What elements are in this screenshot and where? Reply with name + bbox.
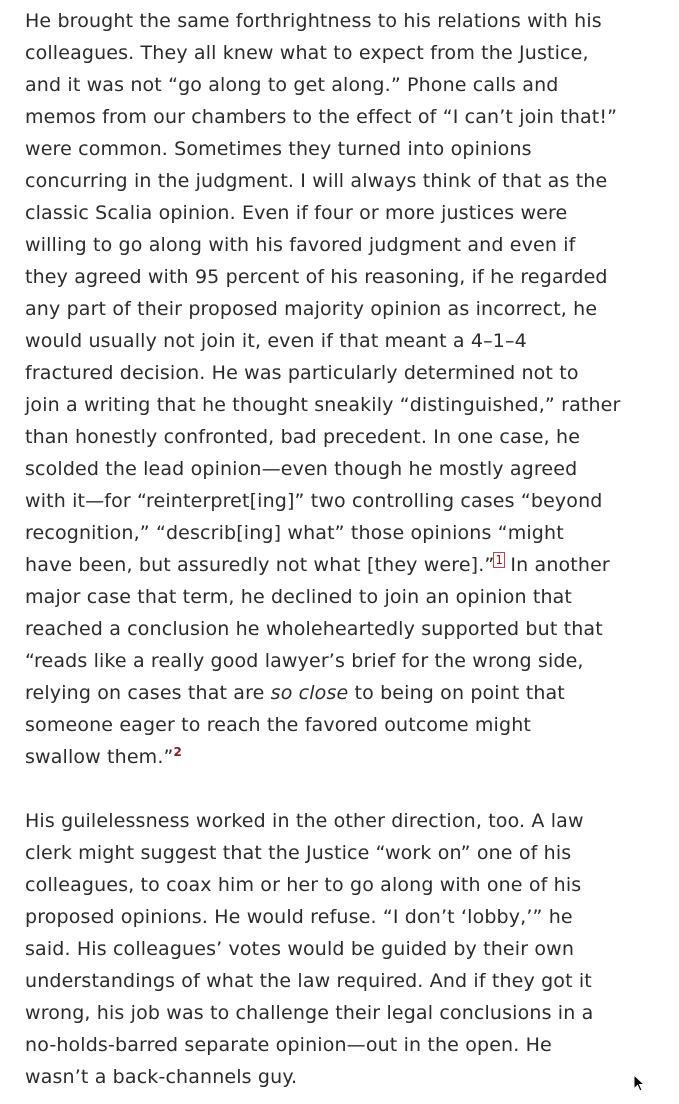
text-line: scolded the lead opinion—even though he mostly agreed — [25, 458, 578, 480]
text-segment: swallow them.” — [25, 746, 174, 768]
text-line: concurring in the judgment. I will always think of that as the — [25, 170, 608, 192]
text-line: they agreed with 95 percent of his reasoning, if he regarded — [25, 266, 608, 288]
article-body — [25, 5, 637, 1093]
mouse-pointer-icon — [633, 1074, 645, 1092]
text-line: classic Scalia opinion. Even if four or more justices were — [25, 202, 568, 224]
text-line: major case that term, he declined to join an opinion that — [25, 586, 573, 608]
footnote-2-link[interactable]: 2 — [173, 745, 183, 759]
text-segment: relying on cases that are — [25, 682, 271, 704]
text-line: wasn’t a back-channels guy. — [25, 1066, 298, 1088]
text-line: someone eager to reach the favored outcome might — [25, 714, 531, 736]
paragraph-1 — [25, 5, 637, 773]
text-line: any part of their proposed majority opinion as incorrect, he — [25, 298, 598, 320]
text-segment: have been, but assuredly not what [they were].” — [25, 554, 495, 576]
text-line: willing to go along with his favored judgment and even if — [25, 234, 576, 256]
text-line: proposed opinions. He would refuse. “I don’t ‘lobby,’” he — [25, 906, 573, 928]
text-line: “reads like a really good lawyer’s brief for the wrong side, — [25, 650, 584, 672]
text-line: understandings of what the law required. And if they got it — [25, 970, 592, 992]
text-line: would usually not join it, even if that meant a 4–1–4 — [25, 330, 527, 352]
text-line: reached a conclusion he wholeheartedly supported but that — [25, 618, 603, 640]
text-line: no-holds-barred separate opinion—out in the open. He — [25, 1034, 552, 1056]
emphasis-text: so close — [270, 682, 349, 704]
text-line — [25, 677, 637, 709]
text-line: join a writing that he thought sneakily “distinguished,” rather — [25, 394, 621, 416]
text-line: said. His colleagues’ votes would be guided by their own — [25, 938, 575, 960]
text-line: than honestly confronted, bad precedent. In one case, he — [25, 426, 581, 448]
text-line: His guilelessness worked in the other direction, too. A law — [25, 810, 584, 832]
text-line: were common. Sometimes they turned into opinions — [25, 138, 532, 160]
paragraph-2 — [25, 805, 637, 1093]
text-line — [25, 741, 637, 773]
text-line — [25, 549, 637, 581]
text-line: clerk might suggest that the Justice “work on” one of his — [25, 842, 572, 864]
footnote-1-link[interactable]: 1 — [495, 553, 504, 567]
text-line: colleagues, to coax him or her to go along with one of his — [25, 874, 582, 896]
text-line: colleagues. They all knew what to expect from the Justice, — [25, 42, 589, 64]
paragraph-gap — [25, 773, 637, 805]
text-line: recognition,” “describ[ing] what” those opinions “might — [25, 522, 564, 544]
text-line: memos from our chambers to the effect of “I can’t join that!” — [25, 106, 618, 128]
text-line: fractured decision. He was particularly determined not to — [25, 362, 579, 384]
text-line: with it—for “reinterpret[ing]” two controlling cases “beyond — [25, 490, 603, 512]
text-line: wrong, his job was to challenge their legal conclusions in a — [25, 1002, 594, 1024]
text-segment: to being on point that — [348, 682, 565, 704]
text-line: and it was not “go along to get along.” Phone calls and — [25, 74, 559, 96]
text-line: He brought the same forthrightness to his relations with his — [25, 10, 602, 32]
text-segment: In another — [504, 554, 610, 576]
